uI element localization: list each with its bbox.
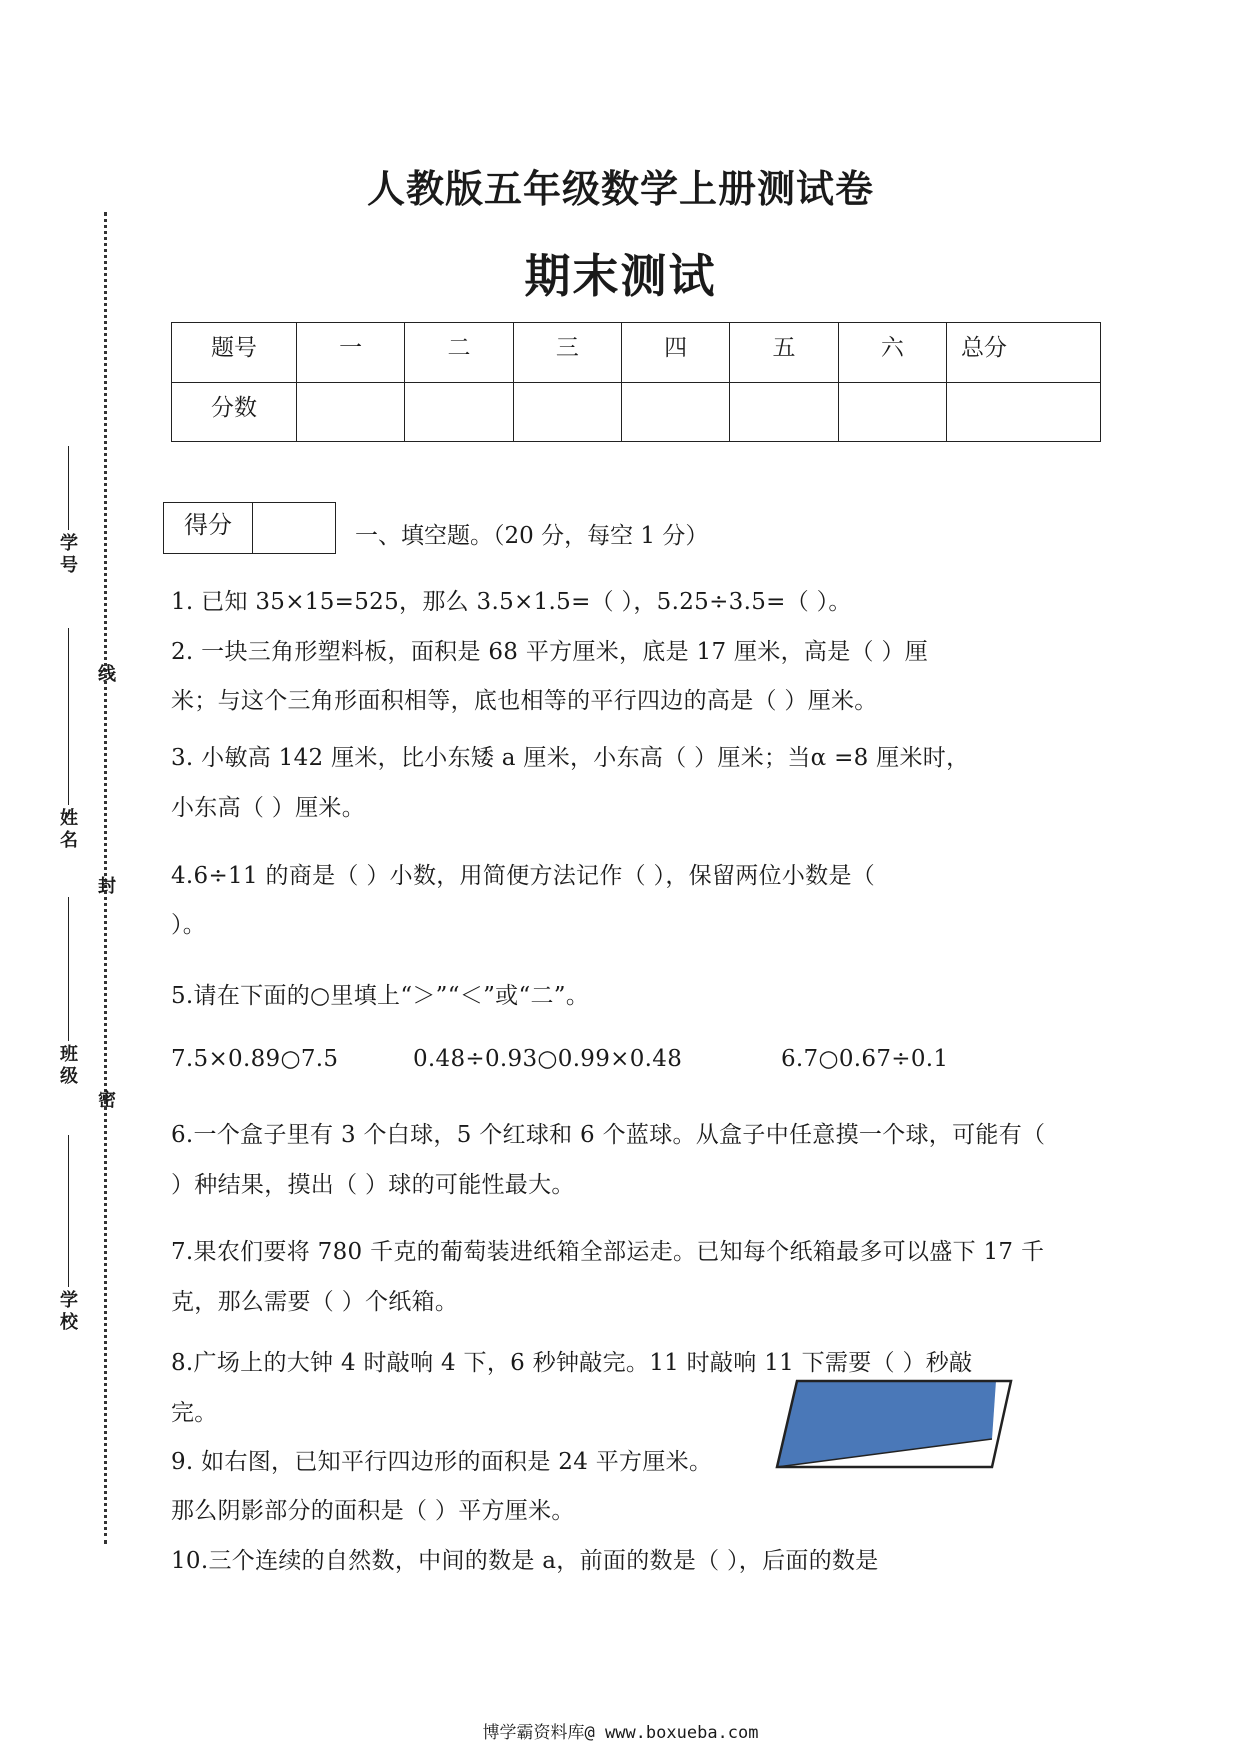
question-3-line-1: 3. 小敏高 142 厘米，比小东矮 a 厘米，小东高（ ）厘米；当α =8 厘米时， [171, 745, 970, 771]
parallelogram-figure [770, 1375, 1020, 1471]
seal-mark-line: 线 [98, 664, 116, 685]
footer-watermark: 博学霸资料库@ www.boxueba.com [482, 1723, 759, 1743]
exam-subtitle: 期末测试 [524, 249, 717, 303]
question-9-line-1: 9. 如右图，已知平行四边形的面积是 24 平方厘米。 [171, 1449, 713, 1475]
section-heading: 一、填空题。（20 分，每空 1 分） [355, 523, 709, 549]
score-table-score-row [172, 382, 1101, 442]
question-8-line-2: 完。 [171, 1400, 218, 1426]
question-8-line-1: 8.广场上的大钟 4 时敲响 4 下，6 秒钟敲完。11 时敲响 11 下需要（ ）秒敲 [171, 1350, 973, 1376]
seal-mark-secret: 密 [98, 1090, 116, 1111]
question-5-compare-3: 6.7○0.67÷0.1 [781, 1046, 949, 1072]
student-id-blank [68, 446, 69, 530]
score-table-cell: 三 [513, 323, 621, 383]
score-entry-cell[interactable] [513, 382, 621, 442]
question-5-compare-1: 7.5×0.89○7.5 [171, 1046, 339, 1072]
exam-title: 人教版五年级数学上册测试卷 [366, 166, 874, 211]
question-5-prompt: 5.请在下面的○里填上“＞”“＜”或“二”。 [171, 983, 590, 1009]
question-9-line-2: 那么阴影部分的面积是（ ）平方厘米。 [171, 1498, 575, 1524]
question-6-line-1: 6.一个盒子里有 3 个白球，5 个红球和 6 个蓝球。从盒子中任意摸一个球，可能有（ [171, 1122, 1046, 1148]
question-5-compare-2: 0.48÷0.93○0.99×0.48 [413, 1046, 683, 1072]
school-label: 学校 [60, 1290, 78, 1333]
question-6-line-2: ）种结果，摸出（ ）球的可能性最大。 [171, 1172, 575, 1198]
score-table-cell: 题号 [172, 323, 297, 383]
question-4-line-1: 4.6÷11 的商是（ ）小数，用简便方法记作（ ），保留两位小数是（ [171, 863, 876, 889]
shaded-triangle [777, 1381, 996, 1467]
score-table-header-row [172, 323, 1101, 383]
question-1: 1. 已知 35×15=525，那么 3.5×1.5=（ ），5.25÷3.5=（ ）。 [171, 589, 852, 615]
score-table-cell: 一 [297, 323, 405, 383]
section-score-box [163, 502, 336, 554]
seal-mark-seal: 封 [98, 876, 116, 897]
score-table-cell: 四 [621, 323, 729, 383]
class-label: 班级 [60, 1044, 78, 1087]
score-entry-cell[interactable] [297, 382, 405, 442]
score-table-cell: 六 [838, 323, 946, 383]
question-4-line-2: ）。 [171, 912, 207, 938]
score-table-cell: 总分 [947, 323, 1101, 383]
score-entry-cell[interactable] [405, 382, 513, 442]
question-2-line-1: 2. 一块三角形塑料板，面积是 68 平方厘米，底是 17 厘米，高是（ ）厘 [171, 639, 929, 665]
score-entry-cell[interactable] [838, 382, 946, 442]
school-blank [68, 1135, 69, 1287]
score-table-cell: 二 [405, 323, 513, 383]
class-blank [68, 897, 69, 1041]
question-2-line-2: 米；与这个三角形面积相等，底也相等的平行四边的高是（ ）厘米。 [171, 688, 878, 714]
score-table-cell: 分数 [172, 382, 297, 442]
section-score-label: 得分 [164, 503, 253, 553]
student-id-label: 学号 [60, 533, 78, 576]
question-7-line-1: 7.果农们要将 780 千克的葡萄装进纸箱全部运走。已知每个纸箱最多可以盛下 17 千 [171, 1239, 1045, 1265]
score-table-cell: 五 [730, 323, 838, 383]
score-table [171, 322, 1101, 442]
question-7-line-2: 克，那么需要（ ）个纸箱。 [171, 1289, 459, 1315]
score-entry-cell[interactable] [621, 382, 729, 442]
name-blank [68, 628, 69, 805]
question-10: 10.三个连续的自然数，中间的数是 a，前面的数是（ ），后面的数是 [171, 1548, 879, 1574]
score-entry-cell[interactable] [947, 382, 1101, 442]
question-3-line-2: 小东高（ ）厘米。 [171, 795, 366, 821]
score-entry-cell[interactable] [730, 382, 838, 442]
name-label: 姓名 [60, 808, 78, 851]
